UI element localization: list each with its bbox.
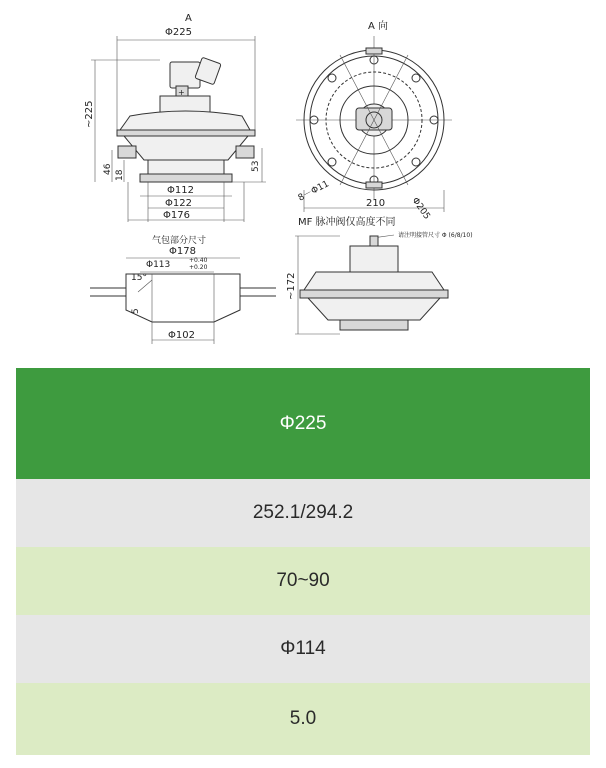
tank-detail-title: 气包部分尺寸 xyxy=(152,236,207,246)
dim-dia-225: Φ225 xyxy=(165,27,192,38)
top-view-title: A 向 xyxy=(368,21,389,32)
table-header-row: Φ225 xyxy=(16,368,590,479)
mf-note: MF 脉冲阀仅高度不同 xyxy=(298,217,396,228)
dim-dia-178: Φ178 xyxy=(169,246,196,257)
dim-angle: 15° xyxy=(131,273,147,283)
dim-46: 46 xyxy=(103,163,113,175)
dim-dia-113: Φ113 xyxy=(146,260,171,270)
table-row: Φ114 xyxy=(16,615,590,683)
pipe-note: 请注明接管尺寸 Φ (6/8/10) xyxy=(398,232,473,239)
technical-drawing xyxy=(0,0,606,368)
dim-dia-176: Φ176 xyxy=(163,210,190,221)
tank-detail xyxy=(90,234,276,344)
side-view xyxy=(84,13,266,222)
lower-view xyxy=(286,231,473,334)
dim-height-172: ~172 xyxy=(286,272,297,300)
tolerance-upper: +0.40 xyxy=(189,257,208,264)
dim-18: 18 xyxy=(115,169,125,181)
dim-width-210: 210 xyxy=(366,198,386,209)
dim-height-225: ~225 xyxy=(84,100,95,128)
dim-5: 5 xyxy=(131,308,141,314)
dim-dia-122: Φ122 xyxy=(165,198,192,209)
svg-text:+: + xyxy=(178,88,185,97)
dim-dia-112: Φ112 xyxy=(167,185,194,196)
dim-dia-102: Φ102 xyxy=(168,330,195,341)
dim-53: 53 xyxy=(251,160,261,172)
spec-table xyxy=(16,368,590,755)
table-row: 5.0 xyxy=(16,683,590,755)
label-a: A xyxy=(185,13,192,24)
dim-pcd: Φ205 xyxy=(409,195,432,222)
tolerance-lower: +0.20 xyxy=(189,264,208,271)
table-row: 70~90 xyxy=(16,547,590,615)
dim-holes: 8－Φ11 xyxy=(296,179,331,204)
top-view xyxy=(296,19,452,228)
table-row: 252.1/294.2 xyxy=(16,479,590,547)
